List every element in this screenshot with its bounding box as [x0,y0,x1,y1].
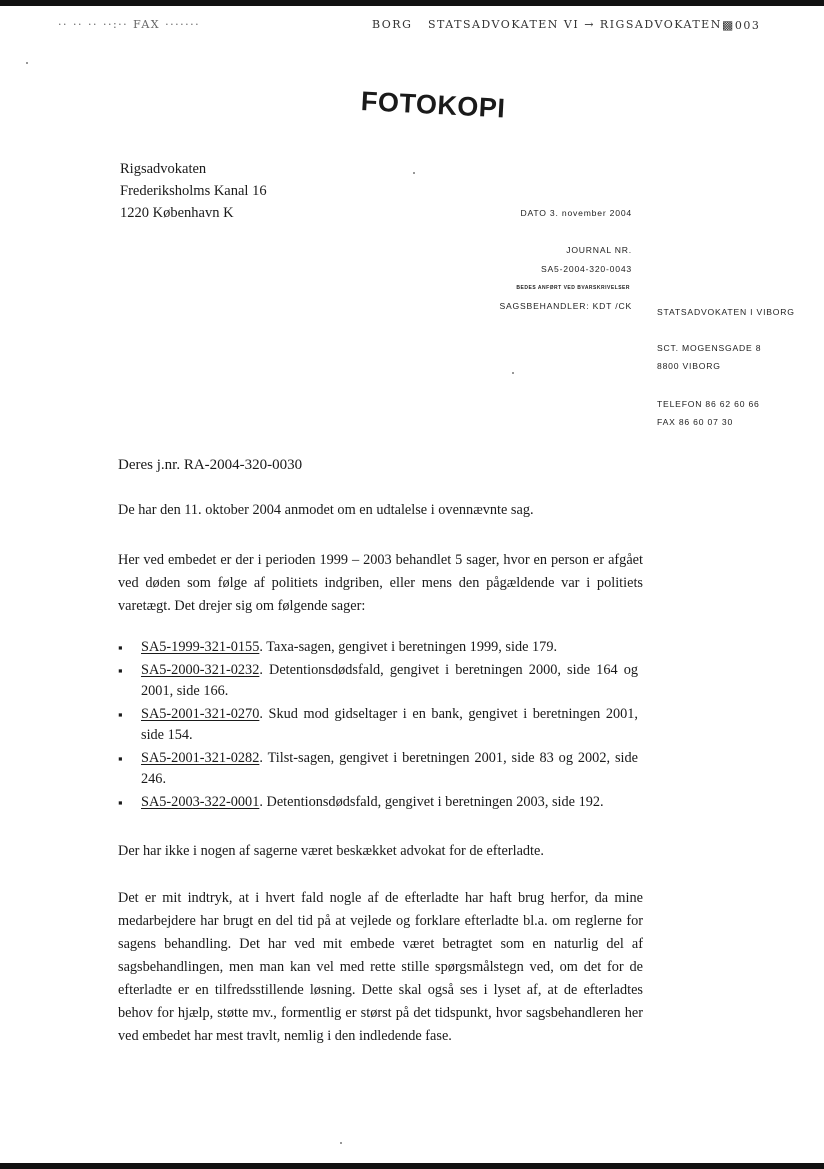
list-item [118,748,638,790]
case-description: . Detentionsdødsfald, gengivet i beretningen 2000, side 164 og 2001, side 166. [141,662,638,699]
reference-number: Deres j.nr. RA-2004-320-0030 [118,457,303,473]
case-id: SA5-2001-321-0282 [141,750,260,766]
fax-page-marker [722,18,760,32]
paragraph-request: De har den 11. oktober 2004 anmodet om en udtalelse i ovennævnte sag. [118,502,534,518]
scan-top-edge [0,0,824,6]
case-description: . Tilst-sagen, gengivet i beretningen 2001, side 83 og 2002, side 246. [141,750,638,787]
paragraph-assessment: Det er mit indtryk, at i hvert fald nogle af de efterladte har haft brug herfor, da mine medarbejdere har brugt en del tid på at vejlede og forklare efterladte bl.a. om reglerne for sagens behandling. Det har ved mit embede været betragtet som en naturlig del af sagsbehandlingen, men man kan vel med rette stille spørgsmålstegn ved, om det for de efterladte er en tilfredsstillende løsning. Dette skal også ses i lyset af, at de efterladtes behov for hjælp, støtte mv., formentlig er størst på det tidspunkt, hvor sagsbehandleren her ved embedet har mest travlt, nemlig i den indledende fase. [118,890,643,1044]
case-id: SA5-1999-321-0155 [141,639,260,655]
page-stamp-icon: ▩ [722,18,735,32]
fax-route: STATSADVOKATEN VI → RIGSADVOKATEN [428,18,722,31]
paragraph-no-lawyer: Der har ikke i nogen af sagerne været beskækket advokat for de efterladte. [118,843,544,859]
letter-date: DATO 3. november 2004 [520,208,632,218]
bullet-icon: ▪ [118,663,123,678]
sender-phone: TELEFON 86 62 60 66 [657,399,760,409]
sender-street: SCT. MOGENSGADE 8 [657,343,762,353]
bullet-icon: ▪ [118,751,123,766]
fax-sender: BORG [372,18,413,31]
case-id: SA5-2001-321-0270 [141,706,260,722]
fotokopi-stamp: FOTOKOPI [360,86,507,124]
scan-speck [413,172,415,174]
scan-speck [512,372,514,374]
case-id: SA5-2003-322-0001 [141,794,260,810]
sender-city: 8800 VIBORG [657,361,721,371]
bullet-icon: ▪ [118,795,123,810]
scan-speck [26,62,28,64]
bullet-icon: ▪ [118,707,123,722]
list-item [118,660,638,702]
case-handler: SAGSBEHANDLER: KDT /CK [499,301,632,311]
fax-page-number: 003 [734,19,761,32]
sender-office: STATSADVOKATEN I VIBORG [657,307,795,317]
paragraph-cases-intro: Her ved embedet er der i perioden 1999 – 2003 behandlet 5 sager, hvor en person er afgået ved døden som følge af politiets indgriben, eller mens den pågældende var i politiets varetægt. Det drejer sig om følgende sager: [118,552,643,614]
sender-fax: FAX 86 60 07 30 [657,417,734,427]
bullet-icon: ▪ [118,640,123,655]
case-description: . Taxa-sagen, gengivet i beretningen 1999, side 179. [259,639,558,655]
list-item [118,704,638,746]
recipient-street: Frederiksholms Kanal 16 [120,183,267,199]
recipient-city: 1220 København K [120,205,234,221]
journal-number: SA5-2004-320-0043 [540,264,632,274]
case-id: SA5-2000-321-0232 [141,662,260,678]
scan-speck [340,1142,342,1144]
case-description: . Detentionsdødsfald, gengivet i beretningen 2003, side 192. [259,794,604,810]
fax-transmission-line: ·· ·· ·· ··:·· FAX ······· [58,18,201,31]
recipient-name: Rigsadvokaten [120,161,207,177]
list-item [118,637,638,658]
case-list [118,637,638,815]
journal-label: JOURNAL NR. [566,245,632,255]
reply-instruction: BEDES ANFØRT VED BVARSKRIVELSER [516,285,630,291]
case-description: . Skud mod gidseltager i en bank, gengivet i beretningen 2001, side 154. [141,706,638,743]
scan-bottom-edge [0,1163,824,1169]
list-item [118,792,638,813]
